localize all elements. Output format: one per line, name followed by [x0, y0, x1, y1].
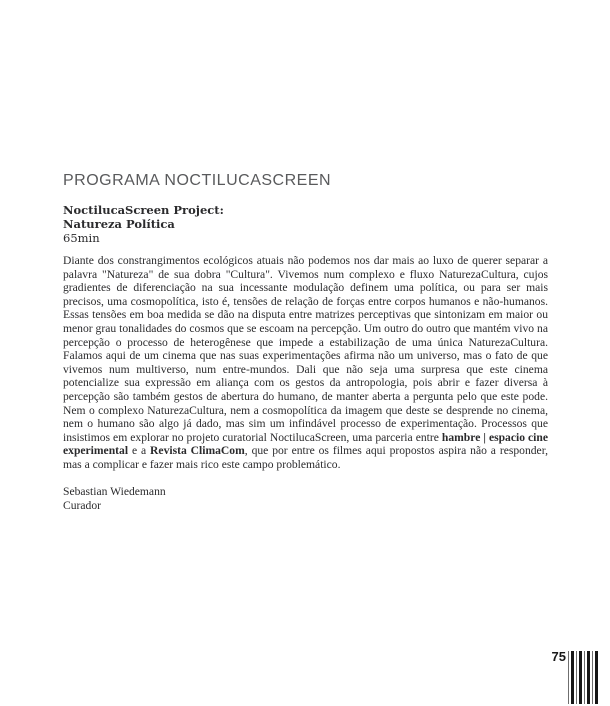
program-duration: 65min: [63, 231, 100, 245]
curator-role: Curador: [63, 498, 101, 512]
barcode-bar: [584, 651, 585, 704]
page-number: 75: [551, 649, 566, 664]
signature-block: [63, 485, 548, 513]
program-project-line: NoctilucaScreen Project:: [63, 203, 224, 217]
barcode-decoration: [568, 651, 598, 704]
barcode-bar: [587, 651, 590, 704]
program-heading: [63, 203, 548, 245]
page-content: [63, 172, 548, 513]
barcode-bar: [576, 651, 577, 704]
barcode-bar: [568, 651, 569, 704]
barcode-bar: [579, 651, 582, 704]
program-title-line: Natureza Política: [63, 217, 175, 231]
curator-name: Sebastian Wiedemann: [63, 484, 166, 498]
barcode-bar: [592, 651, 593, 704]
program-description: Diante dos constrangimentos ecológicos atuais não podemos nos dar mais ao luxo de querer separar a palavra "Natureza" de sua dobra "Cultura". Vivemos num complexo e fluxo NaturezaCultura, cujos gradientes de diferenciação na sua incessante modulação definem uma política, ou para ser mais precisos, uma cosmopolítica, isto é, tensões de relação de forças entre corpos humanos e não-humanos. Essas tensões em boa medida se dão na disputa entre matrizes perceptivas que sintonizam em maior ou menor grau tonalidades do cosmos que se escoam na percepção. Um outro do outro que mantém vivo na percepção o processo de heterogênese que impede a estabilização de uma única NaturezaCultura. Falamos aqui de um cinema que nas suas experimentações afirma não um universo, mas o fato de que vivemos num multiverso, num entre-mundos. Dali que não seja uma surpresa que este cinema potencialize sua expressão em aliança com os gestos da antropologia, pois abrir e fazer diversa à percepção são também gestos de abertura do humano, de manter aberta a pergunta pelo que este pode. Nem o complexo NaturezaCultura, nem a cosmopolítica da imagem que deste se desprende no cinema, nem o humano são algo já dado, mas sim um infindável processo de experimentação. Processos que insistimos em explorar no projeto curatorial NoctilucaScreen, uma parceria entre hambre | espacio cine experimental e a Revista ClimaCom, que por entre os filmes aqui propostos aspira não a responder, mas a complicar e fazer mais rico este campo problemático.: [63, 254, 548, 471]
barcode-bar: [571, 651, 574, 704]
page-title: PROGRAMA NOCTILUCASCREEN: [63, 172, 332, 189]
barcode-bar: [595, 651, 598, 704]
